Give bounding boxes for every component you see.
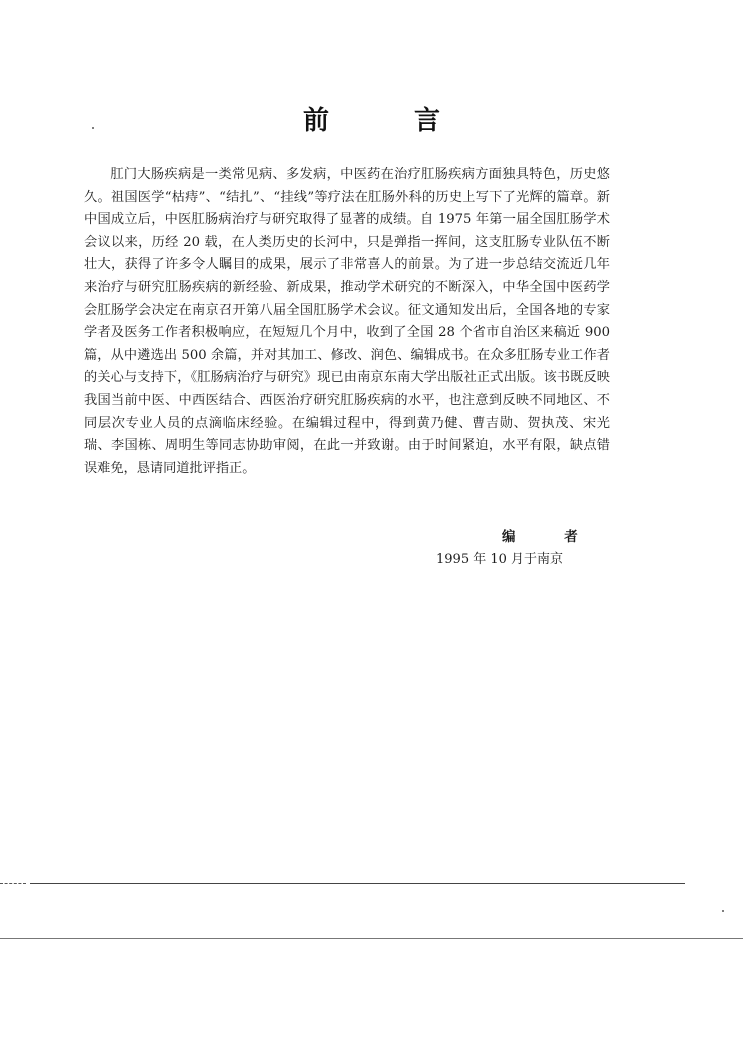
scan-speck <box>722 910 724 912</box>
page-bottom-rule <box>30 883 685 884</box>
preface-body: 肛门大肠疾病是一类常见病、多发病，中医药在治疗肛肠疾病方面独具特色，历史悠久。祖国医学“枯痔”、“结扎”、“挂线”等疗法在肛肠外科的历史上写下了光辉的篇章。新中国成立后，中医肛肠病治疗与研究取得了显著的成绩。自 1975 年第一届全国肛肠学术会议以来，历经 20 载，在人类历史的长河中，只是弹指一挥间，这支肛肠专业队伍不断壮大，获得了许多令人瞩目的成果，展示了非常喜人的前景。为了进一步总结交流近几年来治疗与研究肛肠疾病的新经验、新成果，推动学术研究的不断深入，中华全国中医药学会肛肠学会决定在南京召开第八届全国肛肠学术会议。征文通知发出后，全国各地的专家学者及医务工作者积极响应，在短短几个月中，收到了全国 28 个省市自治区来稿近 900 篇，从中遴选出 500 余篇，并对其加工、修改、润色、编辑成书。在众多肛肠专业工作者的关心与支持下，《肛肠病治疗与研究》现已由南京东南大学出版社正式出版。该书既反映我国当前中医、中西医结合、西医治疗研究肛肠疾病的水平，也注意到反映不同地区、不同层次专业人员的点滴临床经验。在编辑过程中，得到黄乃健、曹吉勋、贺执茂、宋光瑞、李国栋、周明生等同志协助审阅，在此一并致谢。由于时间紧迫，水平有限，缺点错误难免，恳请同道批评指正。 <box>84 167 610 476</box>
signature: 编 者 <box>502 529 600 545</box>
scan-edge-line <box>0 938 743 939</box>
page-title: 前 言 <box>302 106 479 136</box>
scan-edge-dashes <box>0 883 26 884</box>
date-place: 1995 年 10 月于南京 <box>436 552 564 567</box>
